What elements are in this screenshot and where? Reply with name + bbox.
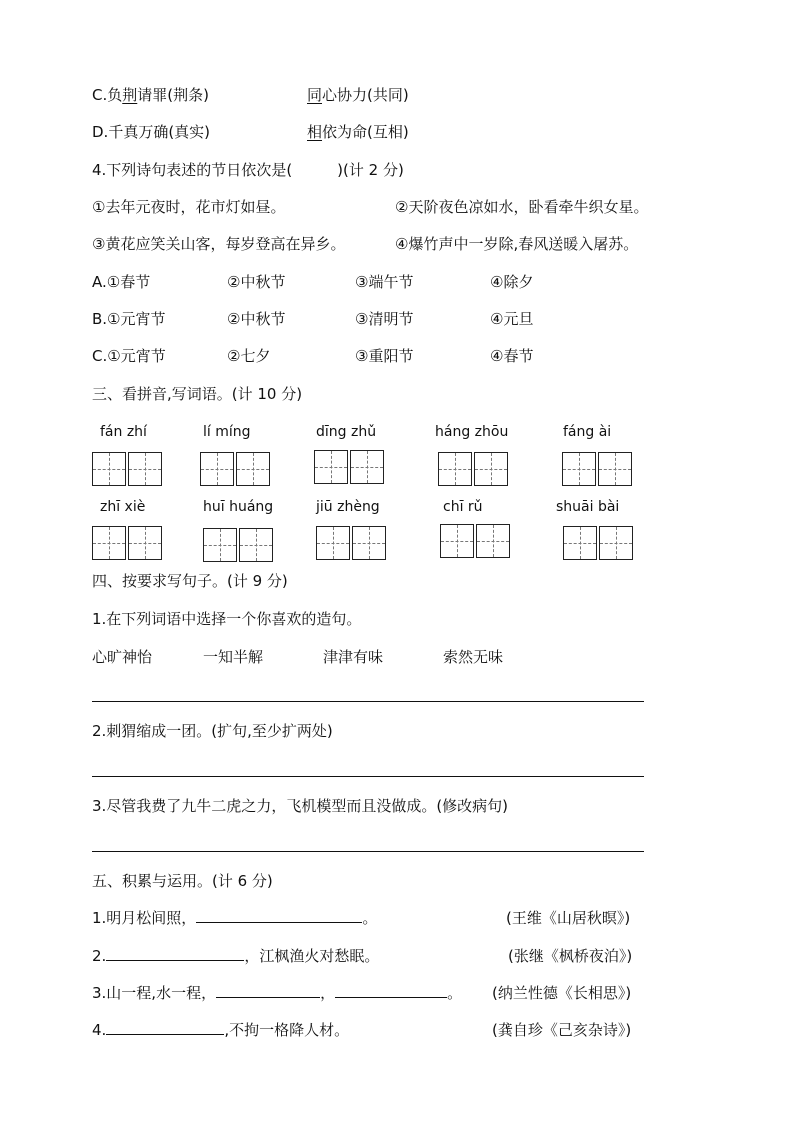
poem-4: ④爆竹声中一岁除,春风送暖入屠苏。 — [395, 235, 639, 253]
word-choice: 心旷神怡 — [92, 648, 153, 666]
fill-in-prefix: 3.山一程,水一程， — [92, 984, 217, 1002]
writing-box-pair[interactable] — [203, 528, 275, 562]
writing-box-pair[interactable] — [562, 452, 634, 486]
option-d-second — [307, 122, 409, 142]
fill-in-item-1 — [92, 908, 377, 928]
pinyin-label: lí míng — [203, 424, 251, 440]
section-5-heading: 五、积累与运用。(计 6 分) — [92, 872, 273, 890]
pinyin-label: huī huáng — [203, 499, 274, 515]
fill-in-suffix: ,不拘一格降人材。 — [224, 1021, 350, 1039]
writing-box[interactable] — [440, 524, 474, 558]
word-choice: 一知半解 — [203, 648, 264, 666]
q4-option-b-4: ④元旦 — [490, 310, 534, 328]
q4-option-c-2: ②七夕 — [227, 347, 271, 365]
writing-box-pair[interactable] — [563, 526, 635, 560]
writing-box[interactable] — [236, 452, 270, 486]
writing-box-pair[interactable] — [438, 452, 510, 486]
source-citation: (纳兰性德《长相思》) — [492, 984, 632, 1002]
question-4-stem: 4.下列诗句表述的节日依次是( )(计 2 分) — [92, 161, 404, 179]
q4-option-a-4: ④除夕 — [490, 273, 534, 291]
section-3-heading: 三、看拼音,写词语。(计 10 分) — [92, 385, 303, 403]
writing-box[interactable] — [350, 450, 384, 484]
word-choice: 索然无味 — [443, 648, 504, 666]
q4-option-b-3: ③清明节 — [355, 310, 414, 328]
source-citation: (张继《枫桥夜泊》) — [508, 947, 633, 965]
fill-in-blank[interactable] — [196, 908, 362, 923]
writing-box-pair[interactable] — [440, 524, 512, 558]
fill-in-item-2 — [92, 946, 379, 966]
fill-in-prefix: 4. — [92, 1021, 107, 1039]
fill-in-suffix: ，江枫渔火对愁眠。 — [244, 947, 380, 965]
answer-line[interactable] — [92, 776, 644, 777]
writing-box[interactable] — [128, 526, 162, 560]
writing-box[interactable] — [352, 526, 386, 560]
writing-box[interactable] — [598, 452, 632, 486]
section-4-q2: 2.刺猬缩成一团。(扩句,至少扩两处) — [92, 722, 333, 740]
pinyin-label: jiū zhèng — [316, 499, 380, 515]
fill-in-prefix: 2. — [92, 947, 107, 965]
section-4-heading: 四、按要求写句子。(计 9 分) — [92, 572, 288, 590]
fill-in-separator: ， — [320, 984, 336, 1002]
source-citation: (王维《山居秋暝》) — [506, 909, 631, 927]
writing-box-pair[interactable] — [92, 452, 164, 486]
q4-option-c-3: ③重阳节 — [355, 347, 414, 365]
writing-box[interactable] — [203, 528, 237, 562]
writing-box[interactable] — [92, 452, 126, 486]
fill-in-item-4 — [92, 1020, 349, 1040]
pinyin-label: chī rǔ — [443, 499, 483, 515]
q4-option-b-2: ②中秋节 — [227, 310, 286, 328]
fill-in-blank[interactable] — [106, 1020, 224, 1035]
writing-box[interactable] — [239, 528, 273, 562]
section-4-q1: 1.在下列词语中选择一个你喜欢的造句。 — [92, 610, 362, 628]
writing-box[interactable] — [563, 526, 597, 560]
q4-option-c-4: ④春节 — [490, 347, 534, 365]
q4-option-a-1: A.①春节 — [92, 273, 151, 291]
poem-1: ①去年元夜时，花市灯如昼。 — [92, 198, 286, 216]
fill-in-suffix: 。 — [447, 984, 463, 1002]
pinyin-label: fáng ài — [563, 424, 612, 440]
option-c2-underlined-char: 同 — [307, 86, 323, 104]
fill-in-blank[interactable] — [216, 983, 320, 998]
writing-box-pair[interactable] — [316, 526, 388, 560]
pinyin-label: háng zhōu — [435, 424, 509, 440]
writing-box[interactable] — [476, 524, 510, 558]
source-citation: (龚自珍《己亥杂诗》) — [492, 1021, 632, 1039]
q4-option-b-1: B.①元宵节 — [92, 310, 166, 328]
poem-2: ②天阶夜色凉如水，卧看牵牛织女星。 — [395, 198, 649, 216]
option-d-line: D.千真万确(真实) — [92, 123, 211, 141]
writing-box-pair[interactable] — [314, 450, 386, 484]
writing-box[interactable] — [200, 452, 234, 486]
writing-box[interactable] — [599, 526, 633, 560]
writing-box[interactable] — [316, 526, 350, 560]
fill-in-item-3 — [92, 983, 462, 1003]
option-c-rest: 请罪(荆条) — [137, 86, 209, 104]
pinyin-label: dīng zhǔ — [316, 424, 377, 440]
pinyin-label: shuāi bài — [556, 499, 620, 515]
pinyin-label: zhī xiè — [100, 499, 146, 515]
option-c-second — [307, 85, 409, 105]
option-d2-underlined-char: 相 — [307, 123, 323, 141]
option-c-underlined-char: 荆 — [122, 86, 138, 104]
word-choice: 津津有味 — [323, 648, 384, 666]
pinyin-label: fán zhí — [100, 424, 147, 440]
option-c-prefix: C.负 — [92, 86, 123, 104]
answer-line[interactable] — [92, 701, 644, 702]
writing-box[interactable] — [128, 452, 162, 486]
q4-option-c-1: C.①元宵节 — [92, 347, 166, 365]
writing-box[interactable] — [314, 450, 348, 484]
option-c-line — [92, 85, 209, 105]
q4-option-a-3: ③端午节 — [355, 273, 414, 291]
writing-box-pair[interactable] — [92, 526, 164, 560]
option-c2-rest: 心协力(共同) — [322, 86, 409, 104]
poem-3: ③黄花应笑关山客，每岁登高在异乡。 — [92, 235, 346, 253]
writing-box[interactable] — [92, 526, 126, 560]
answer-line[interactable] — [92, 851, 644, 852]
writing-box[interactable] — [474, 452, 508, 486]
q4-option-a-2: ②中秋节 — [227, 273, 286, 291]
section-4-q3: 3.尽管我费了九牛二虎之力，飞机模型而且没做成。(修改病句) — [92, 797, 509, 815]
option-d2-rest: 依为命(互相) — [322, 123, 409, 141]
writing-box[interactable] — [438, 452, 472, 486]
writing-box-pair[interactable] — [200, 452, 272, 486]
fill-in-suffix: 。 — [362, 909, 378, 927]
fill-in-blank[interactable] — [106, 946, 244, 961]
writing-box[interactable] — [562, 452, 596, 486]
fill-in-blank[interactable] — [335, 983, 447, 998]
fill-in-prefix: 1.明月松间照， — [92, 909, 197, 927]
